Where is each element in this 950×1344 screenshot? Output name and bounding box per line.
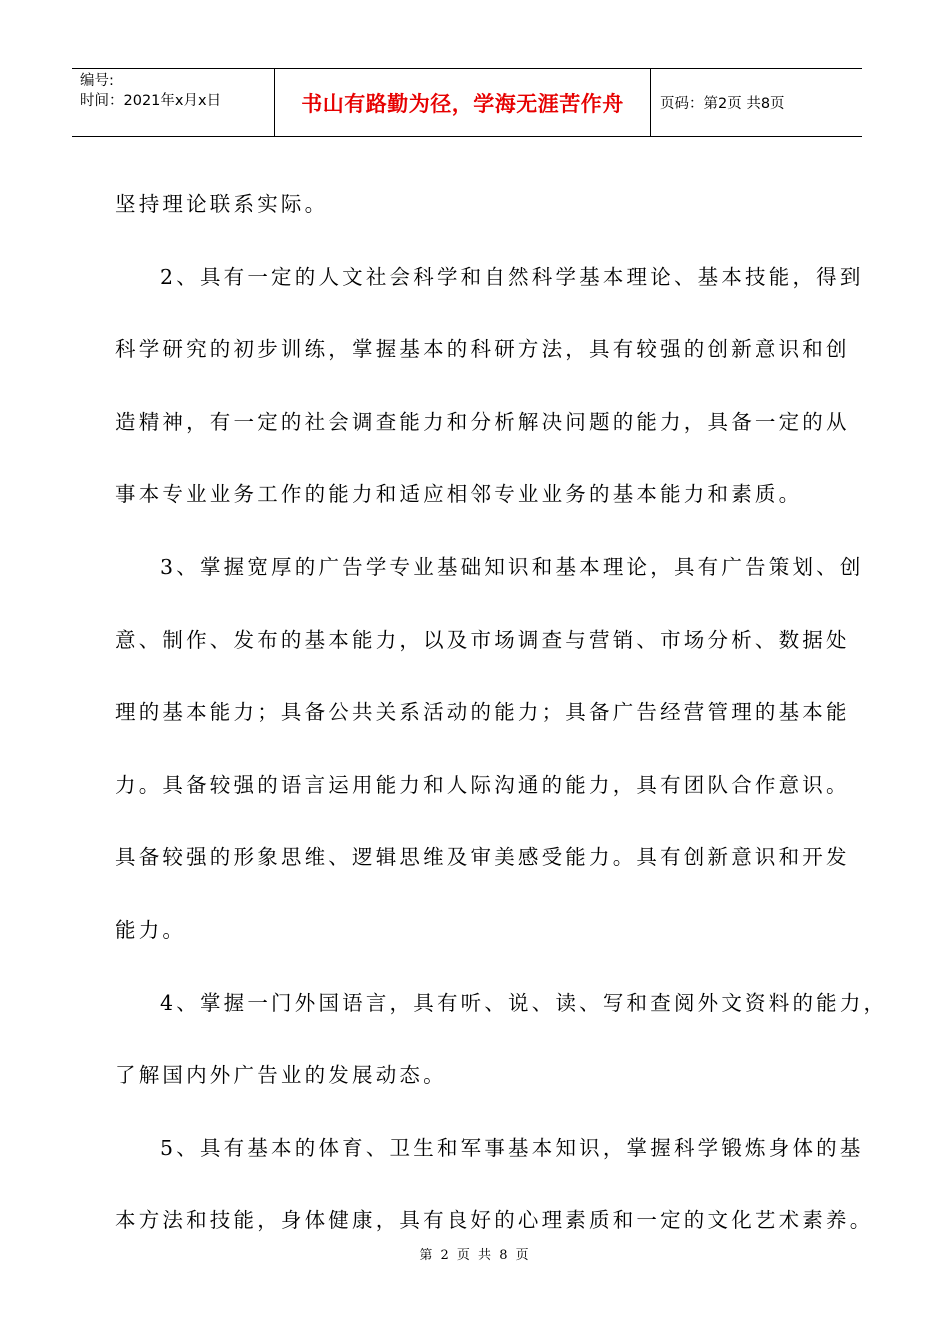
text-line: 力。具备较强的语言运用能力和人际沟通的能力，具有团队合作意识。 [115,772,850,797]
paragraph-item-3 [115,531,864,967]
header-motto-cell [275,69,651,136]
text-line: 科学研究的初步训练，掌握基本的科研方法，具有较强的创新意识和创 [115,337,850,362]
text-line: 2、具有一定的人文社会科学和自然科学基本理论、基本技能，得到 [160,264,864,289]
text-line: 本方法和技能，身体健康，具有良好的心理素质和一定的文化艺术素养。 [115,1208,874,1233]
paragraph-item-5 [115,1112,874,1257]
text-line: 理的基本能力；具备公共关系活动的能力；具备广告经营管理的基本能 [115,700,850,725]
text-line: 了解国内外广告业的发展动态。 [115,1063,447,1088]
text-line: 意、制作、发布的基本能力，以及市场调查与营销、市场分析、数据处 [115,627,850,652]
header-page-code: 页码：第2页 共8页 [660,96,785,112]
text-line: 具备较强的形象思维、逻辑思维及审美感受能力。具有创新意识和开发 [115,845,850,870]
text-line: 事本专业业务工作的能力和适应相邻专业业务的基本能力和素质。 [115,482,803,507]
text-line: 4、掌握一门外国语言，具有听、说、读、写和查阅外文资料的能力， [160,990,888,1015]
text-line: 能力。 [115,917,187,942]
header-page-cell [651,69,862,136]
text-line: 3、掌握宽厚的广告学专业基础知识和基本理论，具有广告策划、创 [160,554,864,579]
document-body [115,168,888,1257]
paragraph-continuation [115,168,830,241]
document-date-label: 时间：2021年x月x日 [80,93,222,109]
page-footer: 第 2 页 共 8 页 [419,1248,531,1263]
text-line: 坚持理论联系实际。 [115,192,329,216]
document-number-label: 编号: [80,73,114,89]
paragraph-item-4 [115,967,888,1112]
header-meta-cell [72,69,275,136]
paragraph-item-2 [115,241,864,531]
text-line: 5、具有基本的体育、卫生和军事基本知识，掌握科学锻炼身体的基 [160,1135,864,1160]
header-motto: 书山有路勤为径，学海无涯苦作舟 [301,91,624,116]
page-header [72,68,862,137]
text-line: 造精神，有一定的社会调查能力和分析解决问题的能力，具备一定的从 [115,409,850,434]
